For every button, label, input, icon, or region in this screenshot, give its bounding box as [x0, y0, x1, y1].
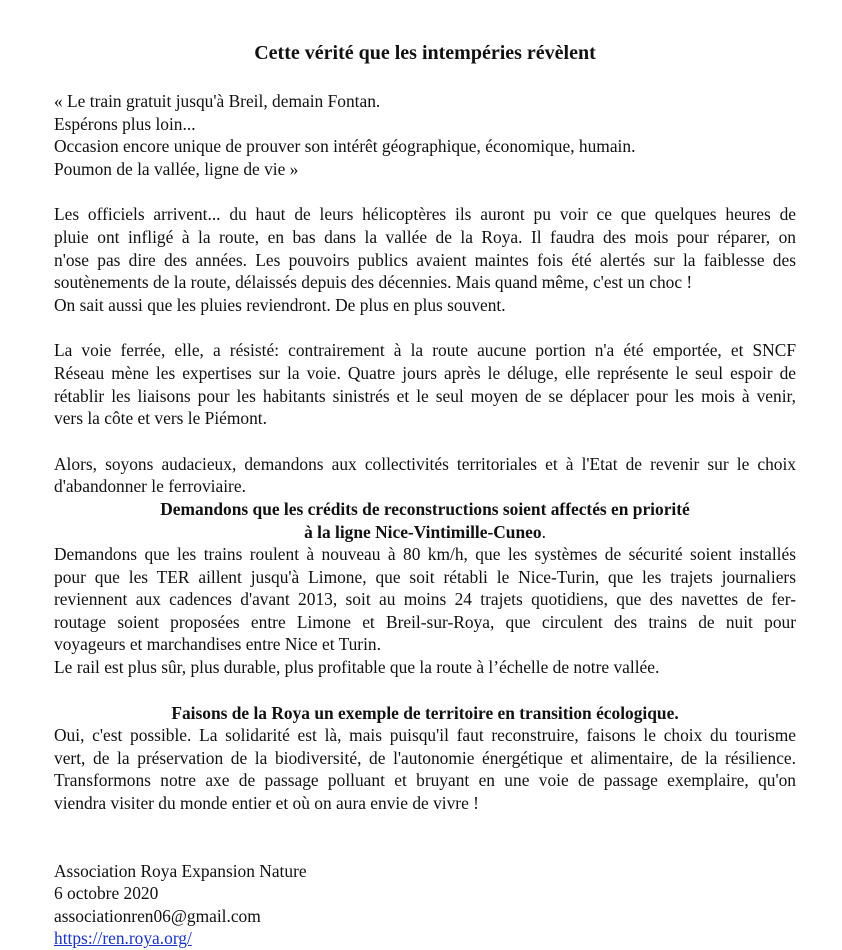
text-line: Demandons que les trains roulent à nouveau à 80 km/h, que les systèmes de sécurité soient installés — [54, 544, 796, 565]
text-line: Le rail est plus sûr, plus durable, plus profitable que la route à l’échelle de notre vallée. — [54, 657, 660, 678]
text-line: Les officiels arrivent... du haut de leurs hélicoptères ils auront pu voir ce que quelques heures de — [54, 204, 796, 225]
paragraph-transition — [54, 702, 796, 815]
contact-email: associationren06@gmail.com — [54, 905, 261, 926]
text-line: rétablir les liaisons pour les habitants sinistrés et le seul moyen de se déplacer pour les mois à venir, — [54, 385, 796, 406]
text-line: reviennent aux cadences d'avant 2013, soit au moins 24 trajets quotidiens, que des navettes de fer- — [54, 589, 796, 610]
text-line: Réseau mène les expertises sur la voie. Quatre jours après le déluge, elle représente le seul espoir de — [54, 362, 796, 383]
demand-heading-period: . — [541, 521, 546, 542]
demand-heading-line: Demandons que les crédits de reconstructions soient affectés en priorité — [160, 498, 690, 519]
quote-line: « Le train gratuit jusqu'à Breil, demain Fontan. — [54, 91, 381, 111]
demand-heading-line-2 — [54, 521, 796, 544]
text-line: viendra visiter du monde entier et où on aura envie de vivre ! — [54, 793, 479, 814]
text-line: pour que les TER aillent jusqu'à Limone, que soit rétabli le Nice-Turin, que les trajets journaliers — [54, 566, 796, 587]
text-line: vert, de la préservation de la biodiversité, de l'autonomie énergétique et alimentaire, de la résilience. — [54, 747, 796, 768]
document-title: Cette vérité que les intempéries révèlent — [254, 42, 596, 64]
text-line: La voie ferrée, elle, a résisté: contrairement à la route aucune portion n'a été emportée, et SNCF — [54, 340, 796, 361]
opening-quote — [54, 90, 796, 180]
text-line: Alors, soyons audacieux, demandons aux collectivités territoriales et à l'Etat de revenir sur le choix — [54, 453, 796, 474]
quote-line: Espérons plus loin... — [54, 113, 196, 134]
text-line: soutènements de la route, délaissés depuis des décennies. Mais quand même, c'est un choc ! — [54, 272, 693, 293]
text-line: On sait aussi que les pluies reviendront. De plus en plus souvent. — [54, 294, 506, 315]
text-line: vers la côte et vers le Piémont. — [54, 408, 267, 429]
signature-block — [54, 860, 796, 950]
quote-line: Poumon de la vallée, ligne de vie » — [54, 158, 299, 179]
signature-date: 6 octobre 2020 — [54, 883, 159, 904]
paragraph-railway — [54, 339, 796, 429]
text-line: routage soient proposées entre Limone et Breil-sur-Roya, que circulent des trains de nuit pour — [54, 611, 796, 632]
website-link[interactable]: https://ren.roya.org/ — [54, 928, 192, 949]
text-line: voyageurs et marchandises entre Nice et Turin. — [54, 634, 381, 655]
text-line: n'ose pas dire des années. Les pouvoirs publics avaient maintes fois été alertés sur la faiblesse des — [54, 249, 796, 270]
quote-line: Occasion encore unique de prouver son intérêt géographique, économique, humain. — [54, 136, 636, 157]
document-content — [54, 40, 796, 950]
paragraph-demands — [54, 453, 796, 679]
demand-heading-text: à la ligne Nice-Vintimille-Cuneo — [304, 521, 542, 542]
text-line: Oui, c'est possible. La solidarité est là, mais puisqu'il faut reconstruire, faisons le choix du tourisme — [54, 725, 796, 746]
text-line: d'abandonner le ferroviaire. — [54, 476, 246, 497]
text-line: Transformons notre axe de passage polluant et bruyant en une voie de passage exemplaire, qu'on — [54, 770, 796, 791]
association-name: Association Roya Expansion Nature — [54, 860, 307, 881]
text-line: pluie ont infligé à la route, en bas dans la vallée de la Roya. Il faudra des mois pour réparer, on — [54, 226, 796, 247]
transition-heading: Faisons de la Roya un exemple de territoire en transition écologique. — [171, 702, 679, 723]
paragraph-officials — [54, 203, 796, 316]
